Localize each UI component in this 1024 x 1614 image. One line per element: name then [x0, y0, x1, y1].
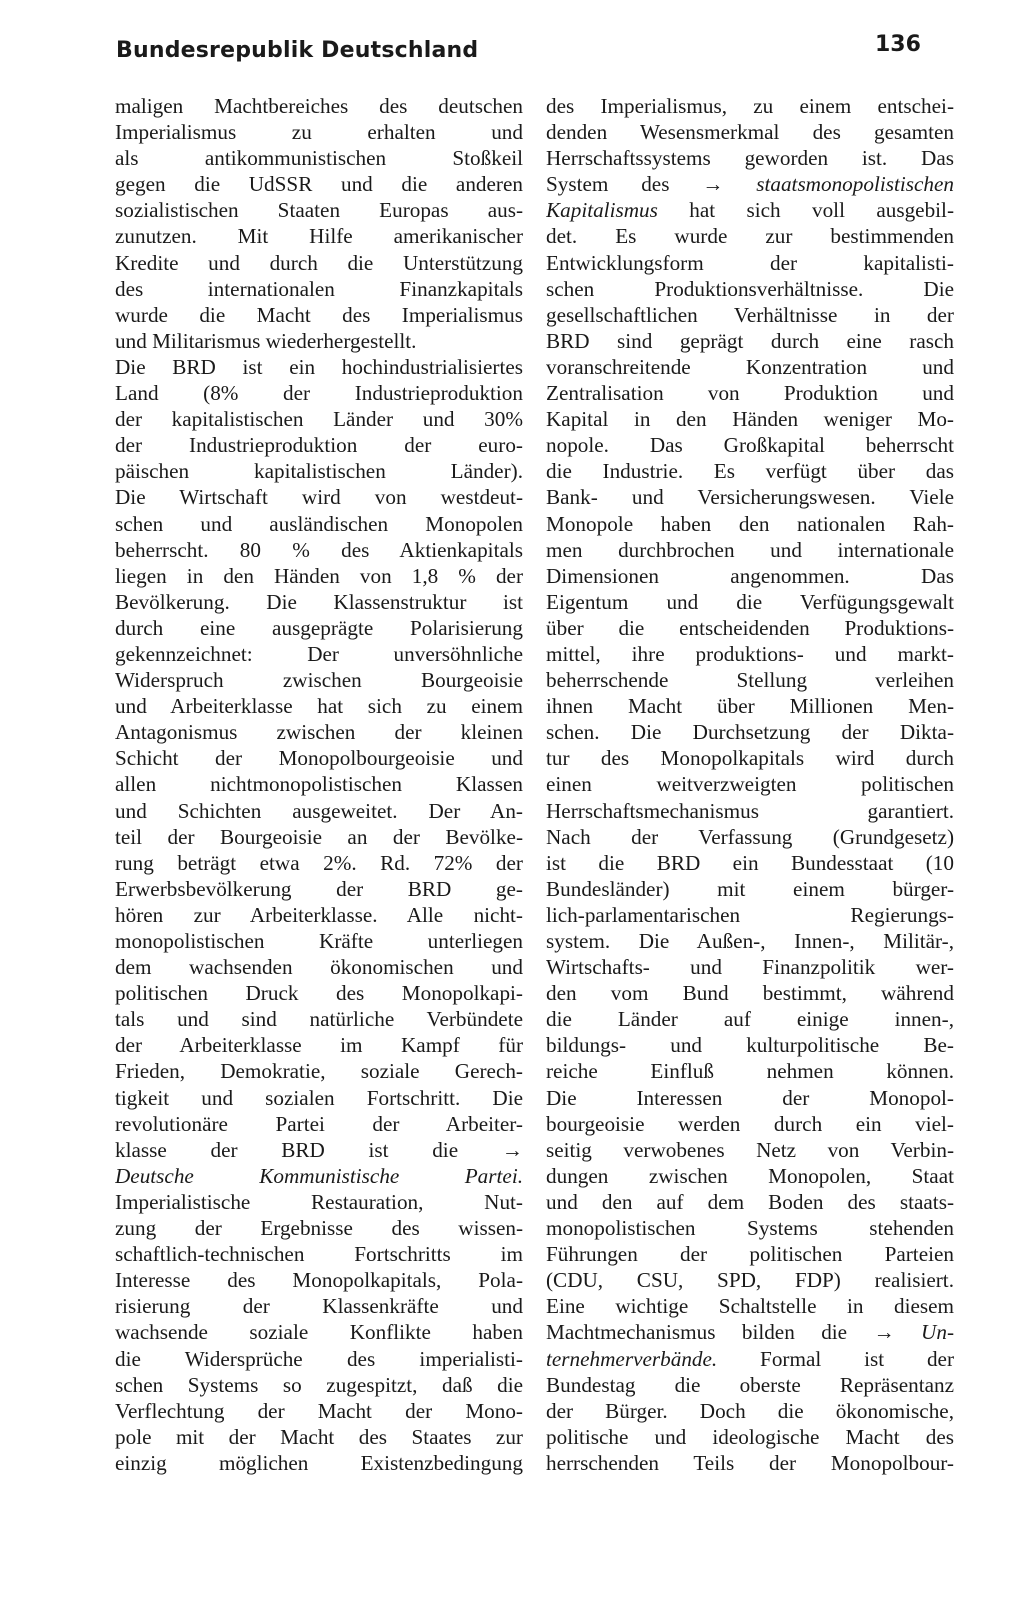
text-line: Bundesländer) mit einem bürger- [546, 876, 954, 901]
text-line: Erwerbsbevölkerung der BRD ge- [115, 876, 523, 901]
text-line: Wirtschafts- und Finanzpolitik wer- [546, 955, 954, 980]
text-line: sozialistischen Staaten Europas aus- [115, 198, 523, 223]
text-segment: System des → [546, 172, 757, 197]
text-line: den vom Bund bestimmt, während [546, 981, 954, 1006]
text-line: der Arbeiterklasse im Kampf für [115, 1033, 523, 1058]
text-line: lich-parlamentarischen Regierungs- [546, 902, 954, 927]
text-line: päischen kapitalistischen Länder). [115, 459, 523, 484]
text-line: Imperialismus zu erhalten und [115, 120, 523, 145]
text-line: ist die BRD ein Bundesstaat (10 [546, 850, 954, 875]
text-line: system. Die Außen-, Innen-, Militär-, [546, 929, 954, 953]
text-line: Widerspruch zwischen Bourgeoisie [115, 668, 523, 693]
text-line: einzig möglichen Existenzbedingung [115, 1450, 523, 1475]
text-line: rung beträgt etwa 2%. Rd. 72% der [115, 850, 523, 875]
left-text-column [115, 93, 523, 1476]
text-line: tur des Monopolkapitals wird durch [546, 746, 954, 771]
text-line: dungen zwischen Monopolen, Staat [546, 1163, 954, 1188]
text-line: beherrschende Stellung verleihen [546, 668, 954, 693]
text-line: Kredite und durch die Unterstützung [115, 250, 523, 275]
text-line: Verflechtung der Macht der Mono- [115, 1398, 523, 1423]
text-line: monopolistischen Systems stehenden [546, 1216, 954, 1241]
text-line: schen Systems so zugespitzt, daß die [115, 1372, 523, 1397]
text-line: voranschreitende Konzentration und [546, 354, 954, 379]
text-line: teil der Bourgeoisie an der Bevölke- [115, 824, 523, 849]
text-line: des Imperialismus, zu einem entschei- [546, 94, 954, 118]
text-line: politische und ideologische Macht des [546, 1424, 954, 1449]
text-line: die Widersprüche des imperialisti- [115, 1346, 523, 1371]
text-line: und den auf dem Boden des staats- [546, 1189, 954, 1214]
text-line: tigkeit und sozialen Fortschritt. Die [115, 1085, 523, 1110]
text-line: der Industrieproduktion der euro- [115, 433, 523, 458]
text-line: Herrschaftssystems geworden ist. Das [546, 146, 954, 171]
text-line: Interesse des Monopolkapitals, Pola- [115, 1268, 523, 1293]
text-line: risierung der Klassenkräfte und [115, 1294, 523, 1319]
text-line: und Schichten ausgeweitet. Der An- [115, 798, 523, 823]
text-line: bourgeoisie werden durch ein viel- [546, 1111, 954, 1136]
text-line: klasse der BRD ist die → [115, 1137, 523, 1162]
text-line: Eigentum und die Verfügungsgewalt [546, 589, 954, 614]
text-line: einen weitverzweigten politischen [546, 772, 954, 797]
text-line: Monopole haben den nationalen Rah- [546, 511, 954, 536]
text-line [546, 1346, 954, 1372]
text-line: Herrschaftsmechanismus garantiert. [546, 798, 954, 823]
text-line: bildungs- und kulturpolitische Be- [546, 1033, 954, 1058]
text-line: mittel, ihre produktions- und markt- [546, 641, 954, 666]
right-text-column [546, 93, 954, 1476]
text-line: gegen die UdSSR und die anderen [115, 172, 523, 197]
text-segment: hat sich voll ausgebil- [657, 198, 954, 223]
text-line [546, 1319, 954, 1345]
text-line: denden Wesensmerkmal des gesamten [546, 120, 954, 145]
text-line: wachsende soziale Konflikte haben [115, 1320, 523, 1345]
text-line: gesellschaftlichen Verhältnisse in der [546, 302, 954, 327]
text-line: politischen Druck des Monopolkapi- [115, 981, 523, 1006]
text-segment: Machtmechanismus bilden die → [546, 1320, 922, 1345]
text-line: Die BRD ist ein hochindustrialisiertes [115, 354, 523, 379]
text-segment: Formal ist der [717, 1346, 954, 1371]
text-line: Imperialistische Restauration, Nut- [115, 1189, 523, 1214]
text-line: tals und sind natürliche Verbündete [115, 1007, 523, 1032]
text-line: zunutzen. Mit Hilfe amerikanischer [115, 224, 523, 249]
text-line: schen und ausländischen Monopolen [115, 511, 523, 536]
text-line: schaftlich-technischen Fortschritts im [115, 1242, 523, 1267]
text-line: schen. Die Durchsetzung der Dikta- [546, 720, 954, 745]
text-line: Nach der Verfassung (Grundgesetz) [546, 824, 954, 849]
text-line: Kapital in den Händen weniger Mo- [546, 407, 954, 432]
text-line: allen nichtmonopolistischen Klassen [115, 772, 523, 797]
text-line: reiche Einfluß nehmen können. [546, 1059, 954, 1084]
text-segment: staatsmonopolistischen [756, 172, 954, 197]
text-line: BRD sind geprägt durch eine rasch [546, 328, 954, 353]
text-line: über die entscheidenden Produktions- [546, 615, 954, 640]
text-line [546, 197, 954, 223]
text-line: Antagonismus zwischen der kleinen [115, 720, 523, 745]
text-line: Schicht der Monopolbourgeoisie und [115, 746, 523, 771]
running-header-title: Bundesrepublik Deutschland [116, 38, 479, 63]
page-number: 136 [875, 32, 921, 57]
text-line: ihnen Macht über Millionen Men- [546, 694, 954, 719]
text-line: Bank- und Versicherungswesen. Viele [546, 485, 954, 510]
text-line: Frieden, Demokratie, soziale Gerech- [115, 1059, 523, 1084]
text-line: beherrscht. 80 % des Aktienkapitals [115, 537, 523, 562]
text-line [546, 171, 954, 197]
text-line: seitig verwobenes Netz von Verbin- [546, 1137, 954, 1162]
text-line: Deutsche Kommunistische Partei. [115, 1163, 523, 1188]
text-line: der kapitalistischen Länder und 30% [115, 407, 523, 432]
text-line: die Länder auf einige innen-, [546, 1007, 954, 1032]
text-line: pole mit der Macht des Staates zur [115, 1424, 523, 1449]
text-line: nopole. Das Großkapital beherrscht [546, 433, 954, 458]
text-line: Land (8% der Industrieproduktion [115, 381, 523, 406]
text-line: hören zur Arbeiterklasse. Alle nicht- [115, 902, 523, 927]
text-line: Bevölkerung. Die Klassenstruktur ist [115, 589, 523, 614]
text-line: als antikommunistischen Stoßkeil [115, 146, 523, 171]
text-line: des internationalen Finanzkapitals [115, 276, 523, 301]
text-line: durch eine ausgeprägte Polarisierung [115, 615, 523, 640]
text-line: die Industrie. Es verfügt über das [546, 459, 954, 484]
text-segment: Un- [921, 1320, 954, 1345]
text-line: (CDU, CSU, SPD, FDP) realisiert. [546, 1268, 954, 1293]
text-line: dem wachsenden ökonomischen und [115, 955, 523, 980]
text-line: der Bürger. Doch die ökonomische, [546, 1398, 954, 1423]
text-segment: Kapitalismus [546, 198, 658, 223]
text-line: Zentralisation von Produktion und [546, 381, 954, 406]
text-line: men durchbrochen und internationale [546, 537, 954, 562]
text-line: und Militarismus wiederhergestellt. [115, 328, 417, 353]
text-line: Die Wirtschaft wird von westdeut- [115, 485, 523, 510]
text-line: wurde die Macht des Imperialismus [115, 302, 523, 327]
text-line: maligen Machtbereiches des deutschen [115, 94, 523, 118]
text-line: herrschenden Teils der Monopolbour- [546, 1450, 954, 1475]
text-line: und Arbeiterklasse hat sich zu einem [115, 694, 523, 719]
text-line: zung der Ergebnisse des wissen- [115, 1216, 523, 1241]
text-line: Führungen der politischen Parteien [546, 1242, 954, 1267]
text-line: Dimensionen angenommen. Das [546, 563, 954, 588]
text-line: Entwicklungsform der kapitalisti- [546, 250, 954, 275]
text-segment: ternehmerverbände. [546, 1346, 718, 1371]
text-line: Eine wichtige Schaltstelle in diesem [546, 1294, 954, 1319]
text-line: Bundestag die oberste Repräsentanz [546, 1372, 954, 1397]
text-line: revolutionäre Partei der Arbeiter- [115, 1111, 523, 1136]
text-line: schen Produktionsverhältnisse. Die [546, 276, 954, 301]
text-line: Die Interessen der Monopol- [546, 1085, 954, 1110]
text-line: monopolistischen Kräfte unterliegen [115, 929, 523, 953]
text-line: det. Es wurde zur bestimmenden [546, 224, 954, 249]
text-line: gekennzeichnet: Der unversöhnliche [115, 641, 523, 666]
text-line: liegen in den Händen von 1,8 % der [115, 563, 523, 588]
